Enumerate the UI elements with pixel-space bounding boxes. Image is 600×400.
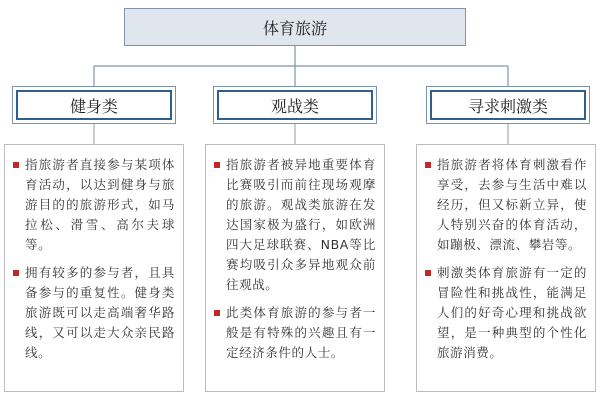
bullet-text: 刺激类体育旅游有一定的冒险性和挑战性，能满足人们的好奇心理和挑战欲望，是一种典型的个性化旅游消费。 <box>437 265 587 360</box>
category-label: 观战类 <box>270 96 319 116</box>
category-label: 健身类 <box>69 96 118 116</box>
bullet-square-icon <box>13 270 19 276</box>
bullet-square-icon <box>13 162 19 168</box>
category-box-thrill <box>426 86 590 124</box>
bullet-text: 指旅游者被异地重要体育比赛吸引而前往现场观摩的旅游。观战类旅游在发达国家极为盛行，如欧洲四大足球联赛、NBA等比赛均吸引众多异地观众前往观战。 <box>226 157 376 292</box>
bullet-square-icon <box>425 162 431 168</box>
category-box-spectator <box>213 86 377 124</box>
content-box-fitness <box>4 144 184 392</box>
bullet-text: 拥有较多的参与者，且具备参与的重复性。健身类旅游既可以走高端奢华路线，又可以走大众亲民路线。 <box>25 265 175 360</box>
bullet-item <box>13 263 175 363</box>
bullet-text: 此类体育旅游的参与者一般是有特殊的兴趣且有一定经济条件的人士。 <box>226 305 376 360</box>
category-box-fitness <box>12 86 176 124</box>
bullet-item <box>13 155 175 255</box>
bullet-item <box>214 303 376 363</box>
bullet-square-icon <box>214 310 220 316</box>
bullet-item <box>425 263 587 363</box>
bullet-square-icon <box>425 270 431 276</box>
root-title: 体育旅游 <box>262 18 327 38</box>
content-box-thrill <box>416 144 596 392</box>
category-label: 寻求刺激类 <box>467 96 548 116</box>
bullet-square-icon <box>214 162 220 168</box>
content-box-spectator <box>205 144 385 392</box>
bullet-text: 指旅游者将体育刺激看作享受，去参与生活中难以经历，但又标新立异，使人特别兴奋的体育活动，如蹦极、漂流、攀岩等。 <box>437 157 587 252</box>
bullet-text: 指旅游者直接参与某项体育活动，以达到健身与旅游目的的旅游形式，如马拉松、滑雪、高尔夫球等。 <box>25 157 175 252</box>
bullet-item <box>214 155 376 295</box>
bullet-item <box>425 155 587 255</box>
